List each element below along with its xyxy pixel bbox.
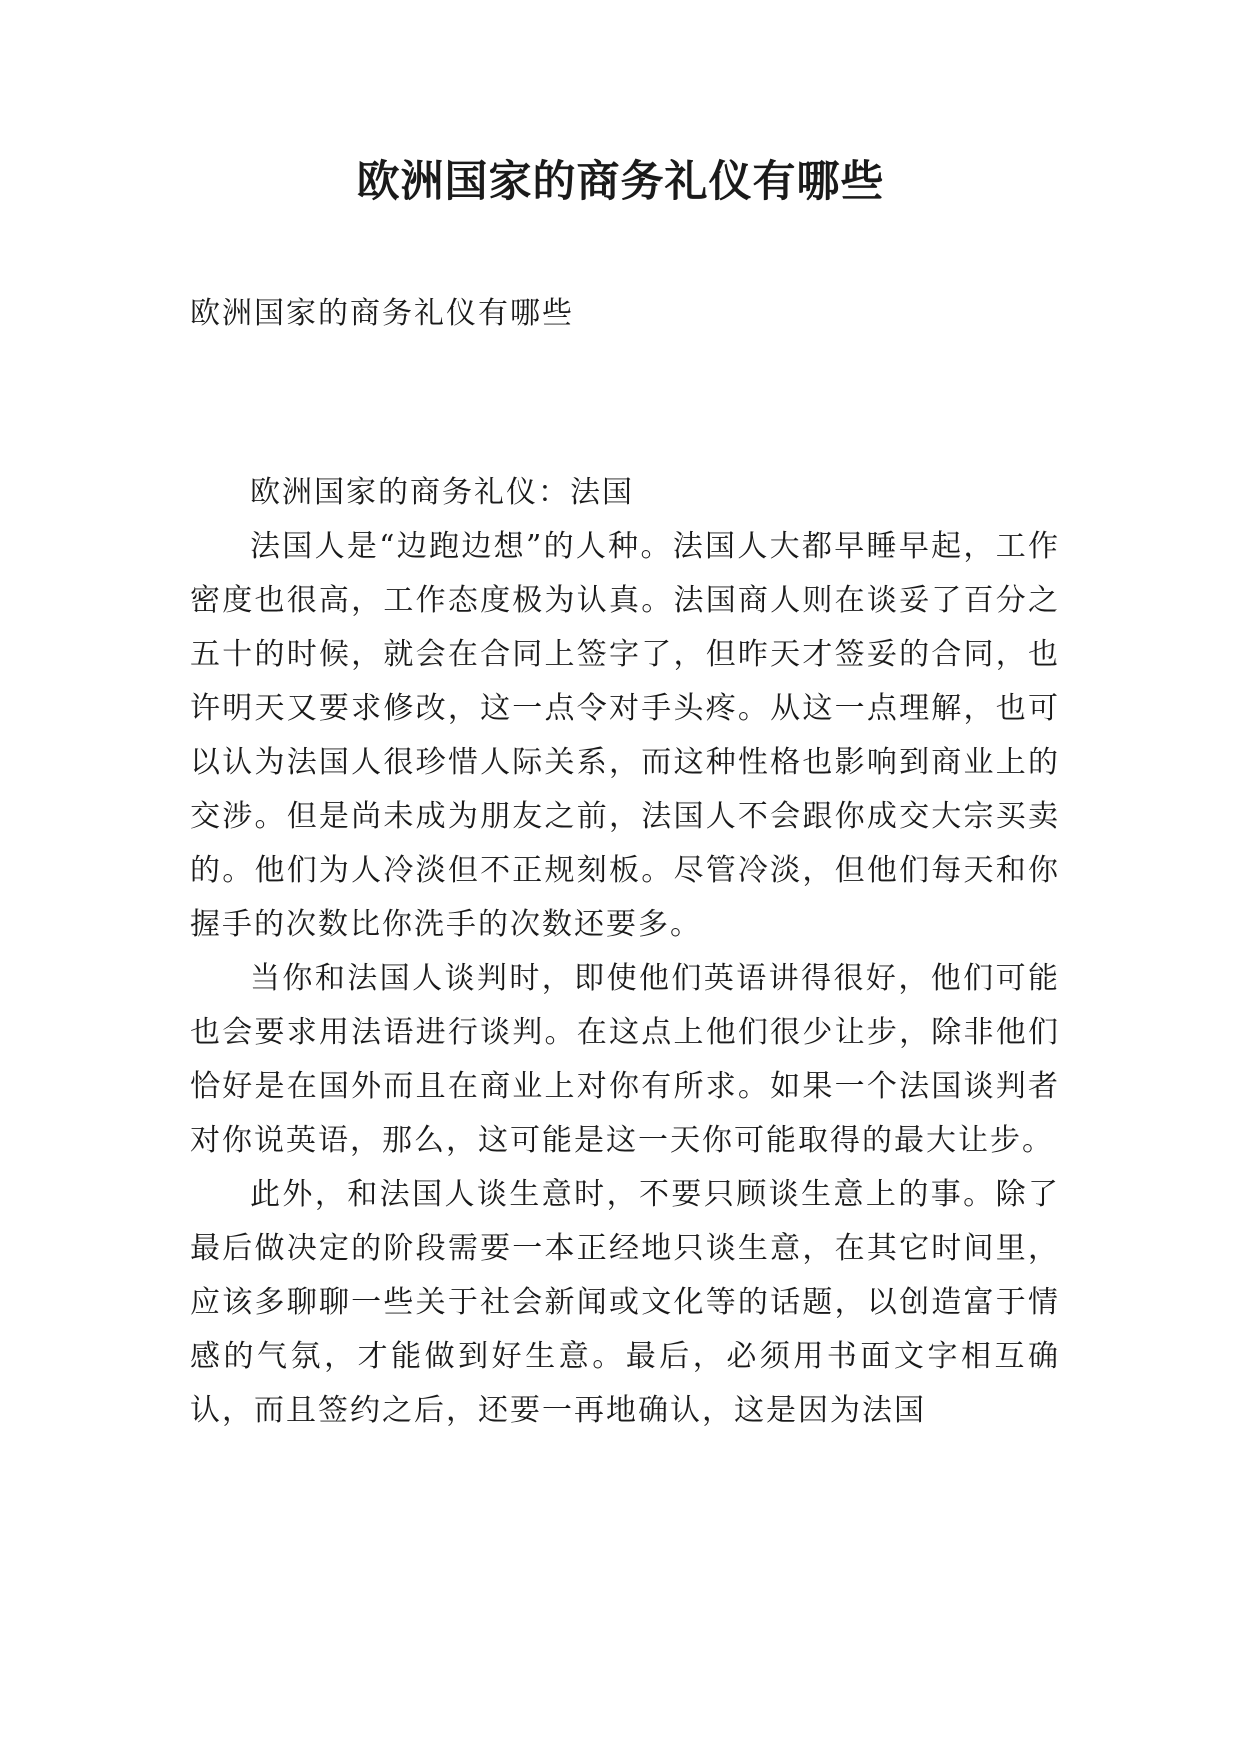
body-paragraph: 当你和法国人谈判时，即使他们英语讲得很好，他们可能也会要求用法语进行谈判。在这点上他们很少让步，除非他们恰好是在国外而且在商业上对你有所求。如果一个法国谈判者对你说英语，那么，这可能是这一天你可能取得的最大让步。 — [190, 961, 1060, 1158]
document-body — [190, 466, 1060, 1438]
document-subtitle: 欧洲国家的商务礼仪有哪些 — [190, 296, 574, 331]
section-heading: 欧洲国家的商务礼仪：法国 — [250, 475, 634, 510]
body-paragraph: 此外，和法国人谈生意时，不要只顾谈生意上的事。除了最后做决定的阶段需要一本正经地只谈生意，在其它时间里，应该多聊聊一些关于社会新闻或文化等的话题，以创造富于情感的气氛，才能做到好生意。最后，必须用书面文字相互确认，而且签约之后，还要一再地确认，这是因为法国 — [190, 1177, 1060, 1428]
page-title: 欧洲国家的商务礼仪有哪些 — [356, 157, 885, 207]
body-paragraph: 法国人是“边跑边想”的人种。法国人大都早睡早起，工作密度也很高，工作态度极为认真。法国商人则在谈妥了百分之五十的时候，就会在合同上签字了，但昨天才签妥的合同，也许明天又要求修改，这一点令对手头疼。从这一点理解，也可以认为法国人很珍惜人际关系，而这种性格也影响到商业上的交涉。但是尚未成为朋友之前，法国人不会跟你成交大宗买卖的。他们为人冷淡但不正规刻板。尽管冷淡，但他们每天和你握手的次数比你洗手的次数还要多。 — [190, 529, 1060, 942]
